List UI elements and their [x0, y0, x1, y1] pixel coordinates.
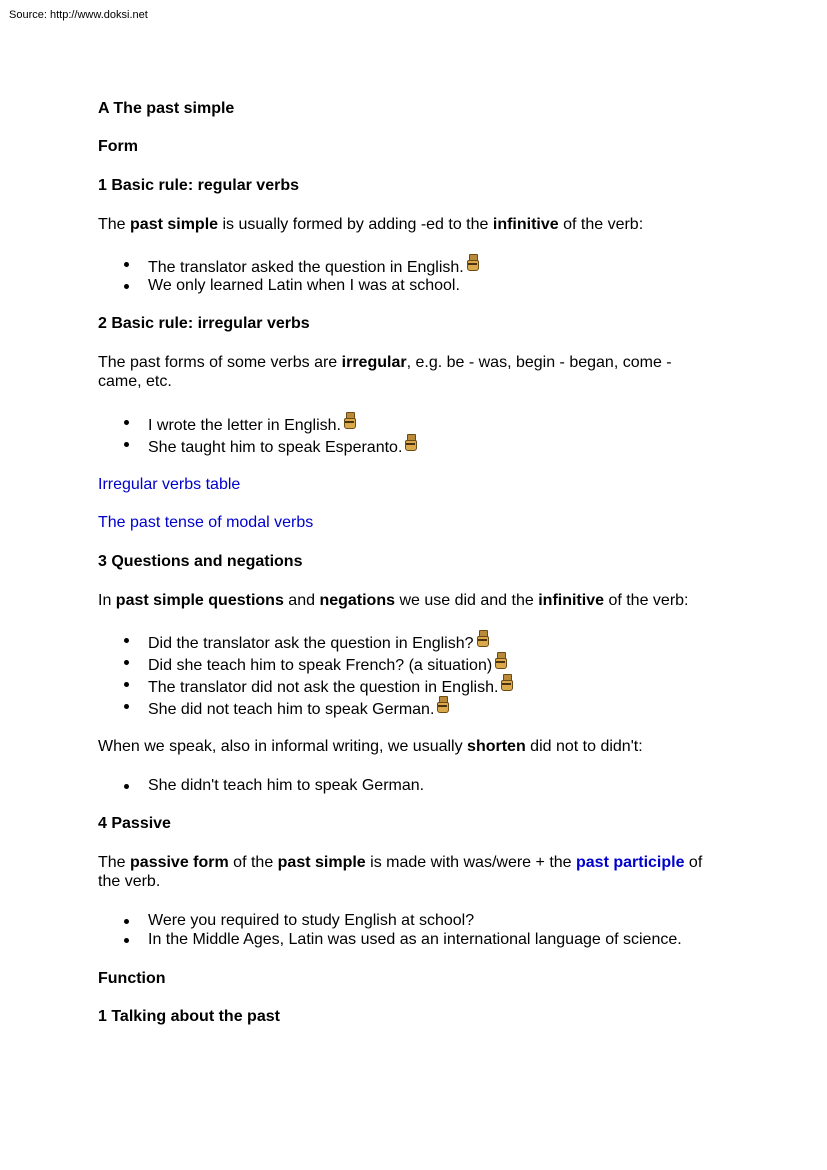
past-participle-link[interactable]: past participle: [576, 854, 685, 871]
list-item: She didn't teach him to speak German.: [98, 776, 424, 798]
term-infinitive: infinitive: [492, 216, 559, 233]
list-item: The translator did not ask the question in English.: [98, 674, 512, 696]
term-irregular: irregular: [341, 354, 407, 371]
speaker-icon[interactable]: [467, 254, 478, 270]
list-item: Did the translator ask the question in English?: [98, 630, 512, 652]
term-past-simple: past simple: [277, 854, 366, 871]
form-heading: Form: [98, 138, 138, 155]
section3-heading: 3 Questions and negations: [98, 553, 303, 570]
list-item: I wrote the letter in English.: [98, 412, 416, 434]
speaker-icon[interactable]: [405, 434, 416, 450]
list-item: Were you required to study English at school?: [98, 911, 682, 930]
list-item: Did she teach him to speak French? (a situation): [98, 652, 512, 674]
section2-intro: The past forms of some verbs are irregular, e.g. be - was, begin - began, come - came, etc.: [98, 354, 672, 390]
section3-note: When we speak, also in informal writing, we usually shorten did not to didn't:: [98, 738, 643, 755]
source-line: Source: http://www.doksi.net: [9, 9, 148, 21]
term-past-simple: past simple: [130, 216, 219, 233]
section4-heading: 4 Passive: [98, 815, 171, 832]
speaker-icon[interactable]: [437, 696, 448, 712]
section3-examples: [98, 630, 512, 718]
modal-verbs-past-link[interactable]: The past tense of modal verbs: [98, 514, 314, 531]
list-item: She taught him to speak Esperanto.: [98, 434, 416, 456]
term-past-simple-questions: past simple questions: [115, 592, 284, 609]
list-item: In the Middle Ages, Latin was used as an international language of science.: [98, 930, 682, 949]
term-infinitive: infinitive: [538, 592, 604, 609]
list-item: The translator asked the question in English.: [98, 254, 478, 276]
term-passive-form: passive form: [130, 854, 229, 871]
section1-examples: [98, 254, 478, 298]
term-negations: negations: [319, 592, 395, 609]
section4-examples: [98, 911, 682, 949]
irregular-verbs-table-link[interactable]: Irregular verbs table: [98, 476, 241, 493]
speaker-icon[interactable]: [344, 412, 355, 428]
speaker-icon[interactable]: [495, 652, 506, 668]
section3-intro: In past simple questions and negations we use did and the infinitive of the verb:: [98, 592, 689, 609]
term-shorten: shorten: [467, 738, 526, 755]
section3-note-examples: [98, 776, 424, 798]
speaker-icon[interactable]: [501, 674, 512, 690]
section2-examples: [98, 412, 416, 456]
section2-heading: 2 Basic rule: irregular verbs: [98, 315, 310, 332]
section4-intro: The passive form of the past simple is made with was/were + the past participle of the verb.: [98, 854, 703, 890]
section1-intro: The past simple is usually formed by adding -ed to the infinitive of the verb:: [98, 216, 644, 233]
function1-heading: 1 Talking about the past: [98, 1008, 280, 1025]
section1-heading: 1 Basic rule: regular verbs: [98, 177, 299, 194]
list-item: We only learned Latin when I was at school.: [98, 276, 478, 298]
page-title: A The past simple: [98, 100, 235, 117]
function-heading: Function: [98, 970, 166, 987]
speaker-icon[interactable]: [477, 630, 488, 646]
list-item: She did not teach him to speak German.: [98, 696, 512, 718]
